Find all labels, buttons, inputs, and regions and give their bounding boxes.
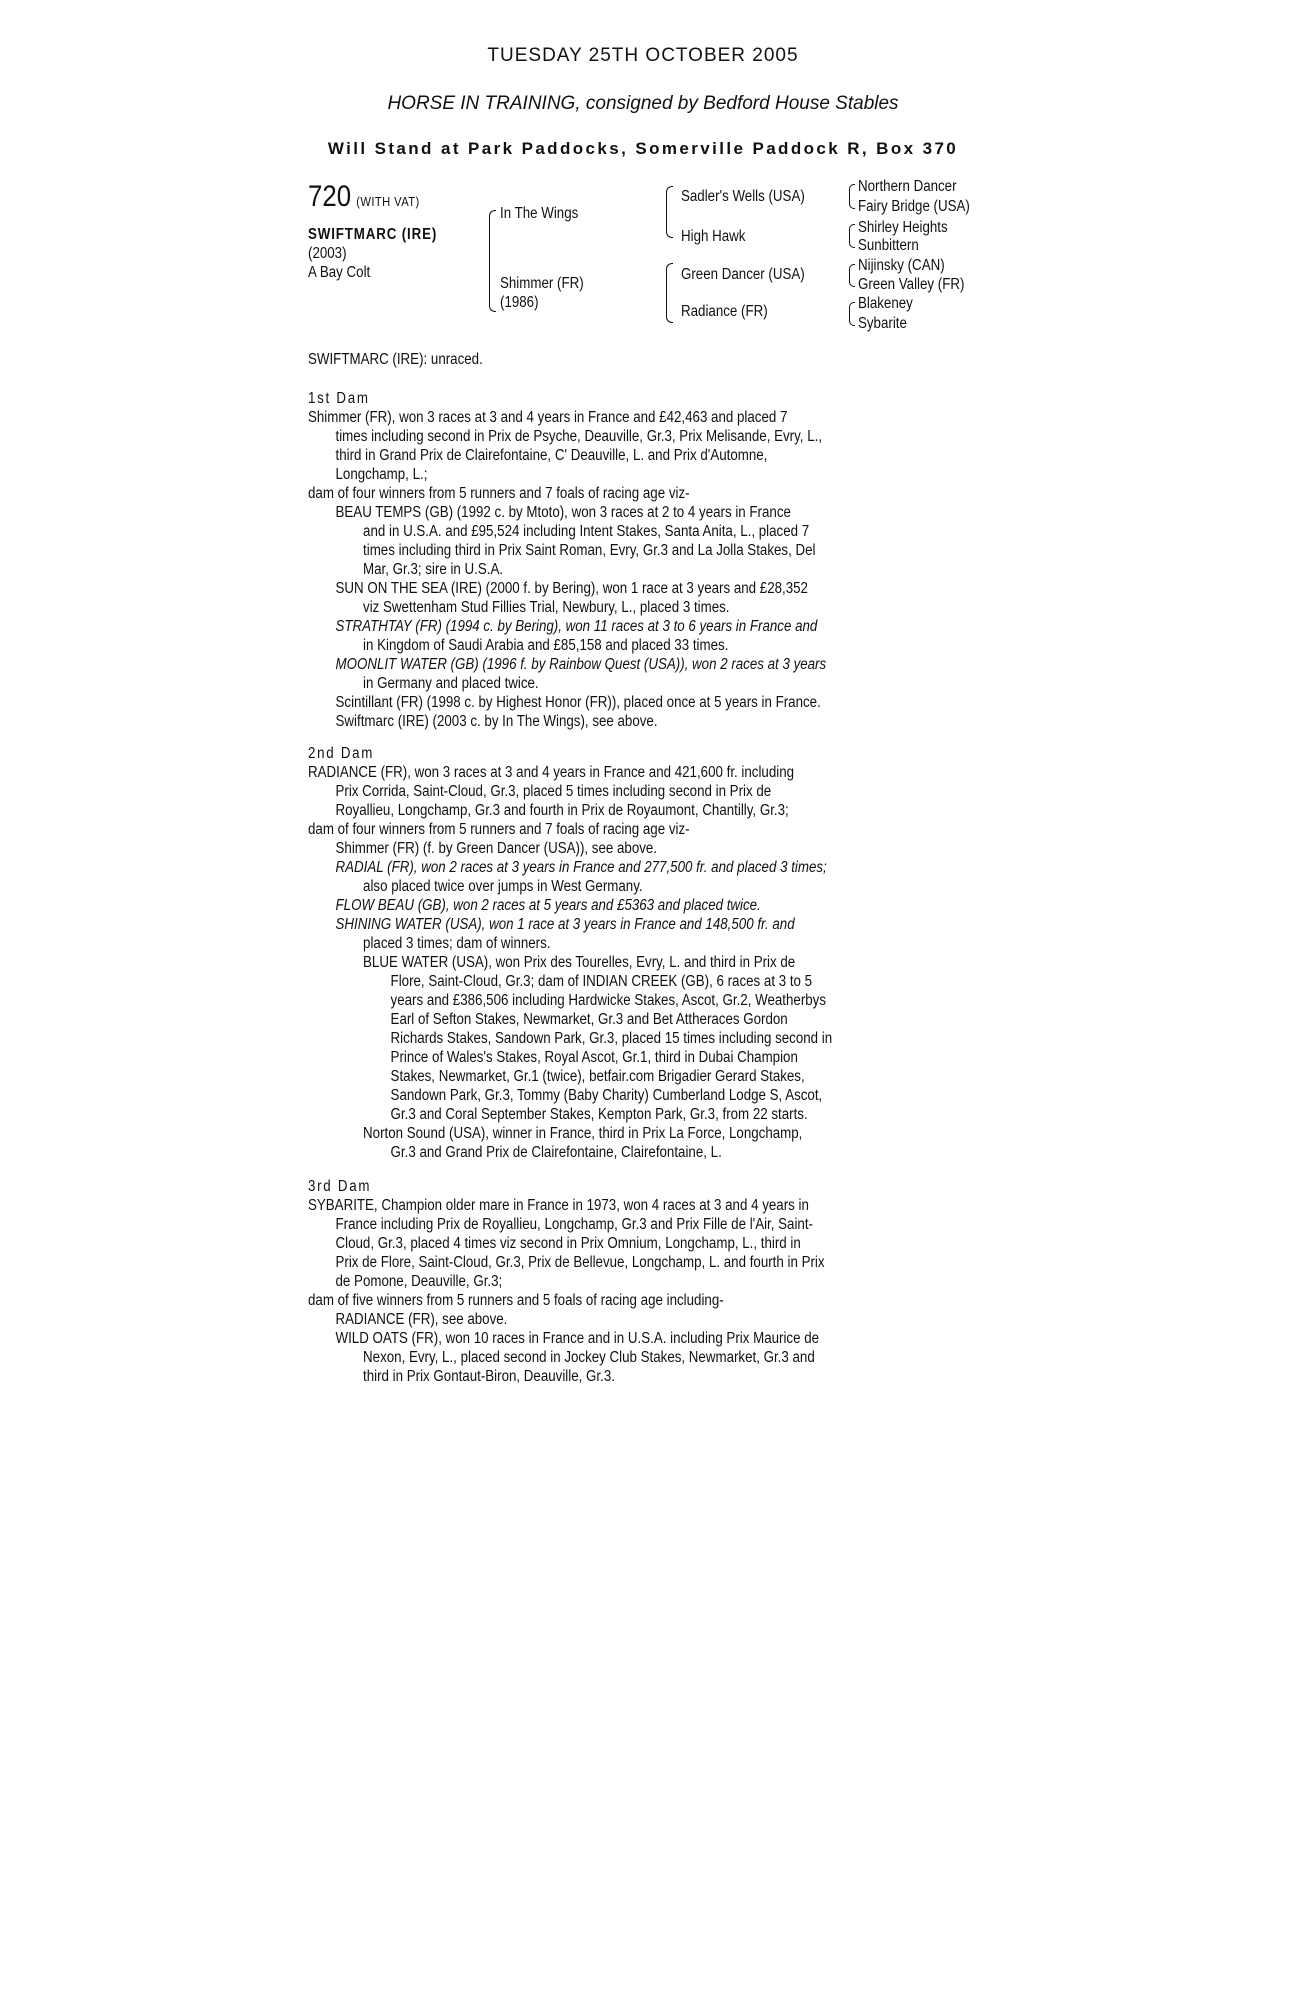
- pedigree-gen3-2: Fairy Bridge (USA): [858, 198, 970, 215]
- second-dam-line: Stakes, Newmarket, Gr.1 (twice), betfair.com Brigadier Gerard Stakes,: [390, 1068, 805, 1085]
- second-dam-line: FLOW BEAU (GB), won 2 races at 5 years and £5363 and placed twice.: [335, 897, 761, 914]
- first-dam-line: and in U.S.A. and £95,524 including Intent Stakes, Santa Anita, L., placed 7: [363, 523, 810, 540]
- gen3-brace-3: [849, 264, 855, 287]
- first-dam-line: times including second in Prix de Psyche, Deauville, Gr.3, Prix Melisande, Evry, L.,: [335, 428, 823, 445]
- second-dam-line: dam of four winners from 5 runners and 7 foals of racing age viz-: [308, 821, 690, 838]
- consignment-line: HORSE IN TRAINING, consigned by Bedford House Stables: [387, 93, 899, 114]
- second-dam-section: [308, 744, 1048, 1162]
- first-dam-line: third in Grand Prix de Clairefontaine, C' Deauville, L. and Prix d'Automne,: [335, 447, 768, 464]
- gen3-brace-1: [849, 184, 855, 209]
- first-dam-section: [308, 389, 1048, 731]
- gen3-brace-2: [849, 224, 855, 248]
- third-dam-line: RADIANCE (FR), see above.: [335, 1311, 508, 1328]
- sire-line-brace: [666, 186, 673, 238]
- race-record: SWIFTMARC (IRE): unraced.: [308, 351, 483, 368]
- vat-note: (WITH VAT): [356, 194, 420, 209]
- second-dam-line: Prix Corrida, Saint-Cloud, Gr.3, placed 5 times including second in Prix de: [335, 783, 772, 800]
- second-dam-line: years and £386,506 including Hardwicke Stakes, Ascot, Gr.2, Weatherbys: [390, 992, 827, 1009]
- horse-description: A Bay Colt: [308, 264, 371, 281]
- third-dam-line: Nexon, Evry, L., placed second in Jockey Club Stakes, Newmarket, Gr.3 and: [363, 1349, 815, 1366]
- stand-location: Will Stand at Park Paddocks, Somerville Paddock R, Box 370: [327, 139, 959, 158]
- lot-number-line: [308, 180, 420, 219]
- second-dam-line: Richards Stakes, Sandown Park, Gr.3, placed 15 times including second in: [390, 1030, 833, 1047]
- second-dam-line: RADIANCE (FR), won 3 races at 3 and 4 years in France and 421,600 fr. including: [308, 764, 795, 781]
- third-dam-heading: 3rd Dam: [308, 1178, 372, 1195]
- pedigree-gen3-1: Northern Dancer: [858, 178, 957, 195]
- pedigree-gen3-5: Nijinsky (CAN): [858, 257, 945, 274]
- pedigree-dam: Shimmer (FR): [500, 275, 584, 292]
- dam-line-brace: [666, 263, 673, 323]
- first-dam-line: times including third in Prix Saint Roman, Evry, Gr.3 and La Jolla Stakes, Del: [363, 542, 816, 559]
- pedigree-gen3-3: Shirley Heights: [858, 219, 948, 236]
- pedigree-dams-dam: Radiance (FR): [681, 303, 768, 320]
- pedigree-sires-sire: Sadler's Wells (USA): [681, 188, 805, 205]
- first-dam-line: SUN ON THE SEA (IRE) (2000 f. by Bering), won 1 race at 3 years and £28,352: [335, 580, 808, 597]
- first-dam-line: Longchamp, L.;: [335, 466, 428, 483]
- gen3-brace-4: [849, 302, 855, 326]
- first-dam-line: in Kingdom of Saudi Arabia and £85,158 and placed 33 times.: [363, 637, 729, 654]
- second-dam-line: Gr.3 and Coral September Stakes, Kempton Park, Gr.3, from 22 starts.: [390, 1106, 808, 1123]
- third-dam-line: SYBARITE, Champion older mare in France in 1973, won 4 races at 3 and 4 years in: [308, 1197, 809, 1214]
- second-dam-line: Royallieu, Longchamp, Gr.3 and fourth in Prix de Royaumont, Chantilly, Gr.3;: [335, 802, 789, 819]
- pedigree-gen3-6: Green Valley (FR): [858, 276, 965, 293]
- third-dam-section: [308, 1177, 1048, 1386]
- third-dam-line: third in Prix Gontaut-Biron, Deauville, Gr.3.: [363, 1368, 615, 1385]
- lot-number: 720: [308, 180, 352, 213]
- second-dam-line: also placed twice over jumps in West Germany.: [363, 878, 643, 895]
- third-dam-line: France including Prix de Royallieu, Longchamp, Gr.3 and Prix Fille de l'Air, Saint-: [335, 1216, 813, 1233]
- pedigree-dam-year: (1986): [500, 294, 539, 311]
- first-dam-line: Swiftmarc (IRE) (2003 c. by In The Wings), see above.: [335, 713, 658, 730]
- first-dam-line: in Germany and placed twice.: [363, 675, 539, 692]
- pedigree-gen3-8: Sybarite: [858, 315, 907, 332]
- first-dam-line: MOONLIT WATER (GB) (1996 f. by Rainbow Quest (USA)), won 2 races at 3 years: [335, 656, 827, 673]
- second-dam-line: Gr.3 and Grand Prix de Clairefontaine, Clairefontaine, L.: [390, 1144, 722, 1161]
- second-dam-line: Prince of Wales's Stakes, Royal Ascot, Gr.1, third in Dubai Champion: [390, 1049, 798, 1066]
- second-dam-line: RADIAL (FR), won 2 races at 3 years in France and 277,500 fr. and placed 3 times;: [335, 859, 827, 876]
- foaling-year: (2003): [308, 245, 347, 262]
- second-dam-line: Earl of Sefton Stakes, Newmarket, Gr.3 and Bet Attheraces Gordon: [390, 1011, 788, 1028]
- second-dam-line: Flore, Saint-Cloud, Gr.3; dam of INDIAN CREEK (GB), 6 races at 3 to 5: [390, 973, 813, 990]
- second-dam-line: Sandown Park, Gr.3, Tommy (Baby Charity) Cumberland Lodge S, Ascot,: [390, 1087, 823, 1104]
- pedigree-sires-dam: High Hawk: [681, 228, 746, 245]
- first-dam-line: Scintillant (FR) (1998 c. by Highest Honor (FR)), placed once at 5 years in France.: [335, 694, 821, 711]
- pedigree-gen3-7: Blakeney: [858, 295, 913, 312]
- pedigree-dams-sire: Green Dancer (USA): [681, 266, 805, 283]
- second-dam-line: placed 3 times; dam of winners.: [363, 935, 551, 952]
- second-dam-line: SHINING WATER (USA), won 1 race at 3 years in France and 148,500 fr. and: [335, 916, 795, 933]
- third-dam-line: dam of five winners from 5 runners and 5 foals of racing age including-: [308, 1292, 724, 1309]
- first-dam-heading: 1st Dam: [308, 390, 370, 407]
- second-dam-heading: 2nd Dam: [308, 745, 375, 762]
- horse-name: SWIFTMARC (IRE): [308, 226, 438, 243]
- sale-date: TUESDAY 25TH OCTOBER 2005: [487, 45, 799, 66]
- first-dam-line: Mar, Gr.3; sire in U.S.A.: [363, 561, 504, 578]
- sire-dam-brace: [489, 210, 496, 312]
- first-dam-line: dam of four winners from 5 runners and 7 foals of racing age viz-: [308, 485, 690, 502]
- first-dam-line: BEAU TEMPS (GB) (1992 c. by Mtoto), won 3 races at 2 to 4 years in France: [335, 504, 791, 521]
- second-dam-line: BLUE WATER (USA), won Prix des Tourelles, Evry, L. and third in Prix de: [363, 954, 796, 971]
- third-dam-line: de Pomone, Deauville, Gr.3;: [335, 1273, 503, 1290]
- second-dam-line: Norton Sound (USA), winner in France, third in Prix La Force, Longchamp,: [363, 1125, 803, 1142]
- third-dam-line: WILD OATS (FR), won 10 races in France and in U.S.A. including Prix Maurice de: [335, 1330, 820, 1347]
- third-dam-line: Cloud, Gr.3, placed 4 times viz second in Prix Omnium, Longchamp, L., third in: [335, 1235, 801, 1252]
- pedigree-gen3-4: Sunbittern: [858, 237, 919, 254]
- first-dam-line: Shimmer (FR), won 3 races at 3 and 4 years in France and £42,463 and placed 7: [308, 409, 788, 426]
- second-dam-line: Shimmer (FR) (f. by Green Dancer (USA)), see above.: [335, 840, 658, 857]
- first-dam-line: STRATHTAY (FR) (1994 c. by Bering), won 11 races at 3 to 6 years in France and: [335, 618, 818, 635]
- third-dam-line: Prix de Flore, Saint-Cloud, Gr.3, Prix de Bellevue, Longchamp, L. and fourth in Prix: [335, 1254, 825, 1271]
- pedigree-sire: In The Wings: [500, 205, 579, 222]
- first-dam-line: viz Swettenham Stud Fillies Trial, Newbury, L., placed 3 times.: [363, 599, 730, 616]
